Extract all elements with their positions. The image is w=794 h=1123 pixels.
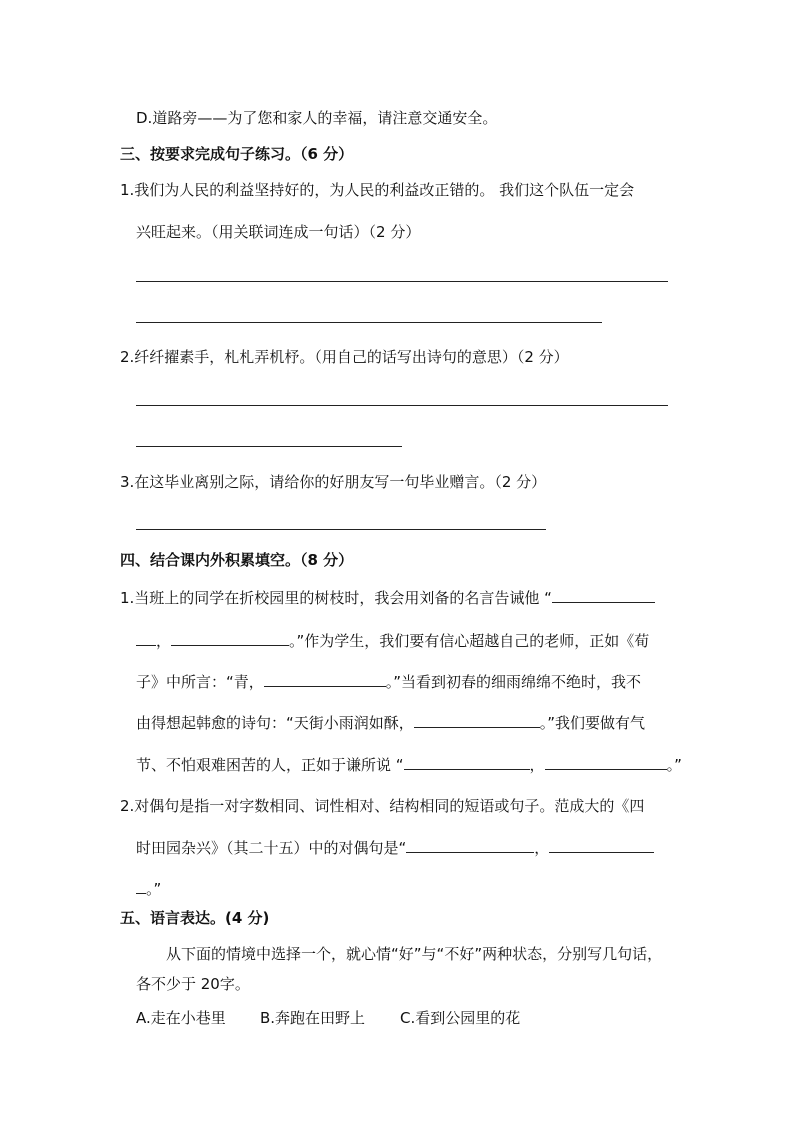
s4-q2-text-d: 。” [146, 880, 162, 898]
section3-title: 三、按要求完成句子练习。（6 分） [120, 145, 354, 163]
s4-q1-line2 [136, 630, 649, 651]
s4-q2-line1: 2.对偶句是指一对字数相同、词性相对、结构相同的短语或句子。范成大的《四 [120, 797, 645, 815]
s4-q1-line5 [136, 754, 682, 775]
s5-para-line2: 各不少于 20字。 [136, 975, 250, 993]
s4-q1-text-h: 节、不怕艰难困苦的人，正如于谦所说 “ [136, 756, 404, 774]
s4-blank-1a[interactable] [552, 587, 655, 603]
s3-q1-answer-line-2[interactable] [136, 322, 602, 323]
s4-q2-line2 [136, 837, 654, 858]
s4-q1-text-a: 1.当班上的同学在折校园里的树枝时，我会用刘备的名言告诫他 “ [120, 589, 552, 607]
s4-q1-text-g: 。”我们要做有气 [539, 714, 646, 732]
s3-q1-line2: 兴旺起来。（用关联词连成一句话）（2 分） [136, 223, 421, 241]
s4-blank-3[interactable] [264, 671, 386, 687]
s4-q1-line4 [136, 712, 645, 733]
s5-option-a: A.走在小巷里 [136, 1009, 226, 1027]
s4-q2-text-c: ， [534, 839, 550, 857]
s3-q2-answer-line-1[interactable] [136, 405, 668, 406]
s4-q1-text-d: 子》中所言：“青， [136, 673, 264, 691]
s3-q2-answer-line-2[interactable] [136, 446, 402, 447]
s4-q2-text-b: 时田园杂兴》（其二十五）中的对偶句是“ [136, 839, 407, 857]
s4-q1-line1 [120, 587, 655, 608]
s4-blank-6c[interactable] [136, 878, 146, 894]
s4-q1-text-j: 。” [666, 756, 682, 774]
s4-q1-text-c: 。”作为学生，我们要有信心超越自己的老师，正如《荀 [289, 632, 650, 650]
s5-option-c: C.看到公园里的花 [400, 1009, 521, 1027]
s5-para-line1: 从下面的情境中选择一个，就心情“好”与“不好”两种状态，分别写几句话， [166, 945, 663, 963]
section5-title: 五、语言表达。(4 分) [120, 909, 270, 927]
s5-options [136, 1008, 520, 1028]
s4-q1-text-f: 由得想起韩愈的诗句：“天街小雨润如酥， [136, 714, 414, 732]
s5-option-b: B.奔跑在田野上 [260, 1009, 366, 1027]
section4-title: 四、结合课内外积累填空。（8 分） [120, 551, 354, 569]
option-d-text: D.道路旁——为了您和家人的幸福，请注意交通安全。 [136, 109, 498, 127]
s3-q1-line1: 1.我们为人民的利益坚持好的，为人民的利益改正错的。 我们这个队伍一定会 [120, 181, 635, 199]
s4-q1-text-b: ， [156, 632, 172, 650]
s4-blank-6b[interactable] [549, 837, 654, 853]
s3-q3-answer-line[interactable] [136, 529, 546, 530]
s4-q2-line3 [136, 878, 161, 899]
s4-blank-1b[interactable] [136, 630, 156, 646]
s4-blank-2[interactable] [171, 630, 289, 646]
s4-q1-line3 [136, 671, 641, 692]
s4-blank-6a[interactable] [406, 837, 534, 853]
s3-q1-answer-line-1[interactable] [136, 281, 668, 282]
s3-q3-text: 3.在这毕业离别之际，请给你的好朋友写一句毕业赠言。（2 分） [120, 473, 547, 491]
s4-blank-5a[interactable] [404, 754, 530, 770]
s4-q1-text-i: ， [529, 756, 545, 774]
s4-blank-5b[interactable] [545, 754, 667, 770]
s3-q2-text: 2.纤纤擢素手，札札弄机杼。（用自己的话写出诗句的意思）（2 分） [120, 348, 569, 366]
s4-blank-4[interactable] [414, 712, 540, 728]
s4-q1-text-e: 。”当看到初春的细雨绵绵不绝时，我不 [385, 673, 642, 691]
